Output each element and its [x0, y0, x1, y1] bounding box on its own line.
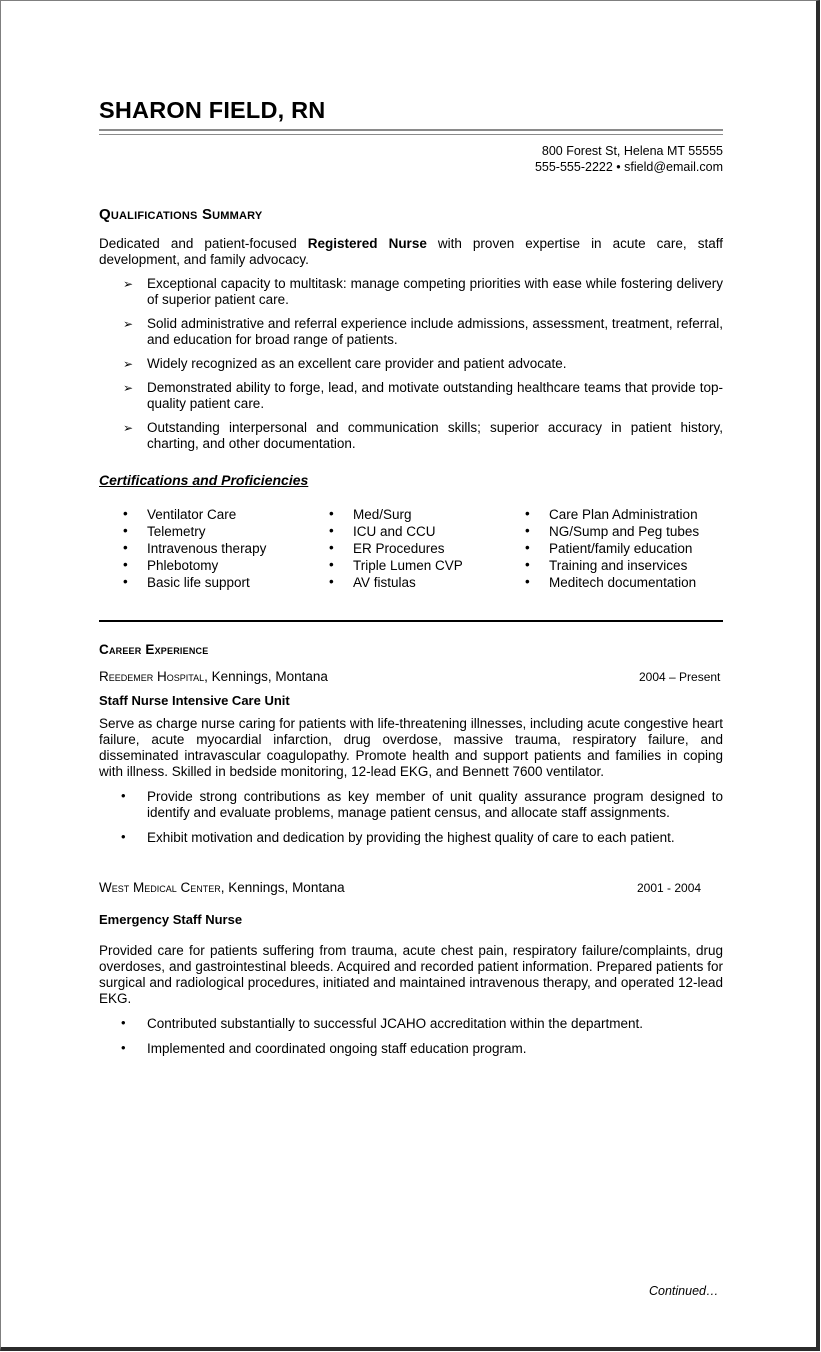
certification-text: Meditech documentation — [549, 575, 697, 590]
bullet-icon: • — [329, 506, 334, 521]
certifications-column-2 — [329, 506, 463, 591]
bullet-icon: • — [525, 557, 530, 572]
certifications-column-1 — [123, 506, 266, 591]
achievement-text: Implemented and coordinated ongoing staff education program. — [147, 1041, 527, 1056]
job-1-title-block — [99, 693, 723, 708]
certification-text: Intravenous therapy — [147, 541, 267, 556]
certification-text: Telemetry — [147, 524, 206, 539]
job-2-title-block — [99, 912, 723, 927]
certification-text: Care Plan Administration — [549, 507, 698, 522]
list-item — [123, 506, 266, 523]
list-item — [329, 523, 463, 540]
qualification-text: Solid administrative and referral experience include admissions, assessment, treatment, referral, and education for broad range of patients. — [147, 316, 723, 347]
qualification-text: Outstanding interpersonal and communication skills; superior accuracy in patient history, charting, and other documentation. — [147, 420, 723, 451]
list-item — [525, 540, 699, 557]
experience-section-title — [99, 642, 723, 657]
list-item — [525, 506, 699, 523]
bullet-icon: • — [525, 540, 530, 555]
bullet-icon: • — [329, 523, 334, 538]
bullet-icon: • — [525, 574, 530, 589]
intro-text: Dedicated and patient-focused — [99, 236, 308, 251]
header-divider — [99, 129, 723, 135]
job-2-dates: 2001 - 2004 — [637, 881, 702, 895]
bullet-icon: • — [121, 829, 126, 844]
job-2-title: Emergency Staff Nurse — [99, 912, 243, 927]
qualifications-intro — [99, 236, 723, 268]
list-item — [329, 540, 463, 557]
employer-name: Reedemer Hospital — [99, 669, 205, 684]
achievement-text: Provide strong contributions as key member of unit quality assurance program designed to identify and evaluate problems, manage patient census, and allocate staff assignments. — [147, 789, 723, 820]
bullet-icon: • — [121, 788, 126, 803]
certification-text: NG/Sump and Peg tubes — [549, 524, 700, 539]
list-item — [123, 557, 266, 574]
section-divider — [99, 620, 723, 622]
bullet-icon: • — [329, 574, 334, 589]
job-2-bullets — [99, 1016, 723, 1057]
list-item — [329, 506, 463, 523]
certifications-header — [99, 472, 723, 490]
certification-text: Phlebotomy — [147, 558, 219, 573]
bullet-icon: • — [121, 1040, 126, 1055]
bullet-icon: • — [123, 506, 128, 521]
list-item — [525, 523, 699, 540]
qualification-text: Exceptional capacity to multitask: manage competing priorities with ease while fostering delivery of superior patient care. — [147, 276, 723, 307]
list-item — [99, 830, 723, 846]
job-1-dates: 2004 – Present — [639, 670, 721, 684]
address: 800 Forest St, Helena MT 55555 — [541, 144, 723, 158]
list-item — [329, 574, 463, 591]
bullet-icon: • — [123, 557, 128, 572]
employer-location: , Kennings, Montana — [220, 880, 345, 895]
qualifications-list — [99, 276, 723, 452]
continued-note: Continued… — [649, 1284, 719, 1298]
arrow-bullet-icon: ➢ — [123, 357, 134, 371]
employer-name: West Medical Center — [99, 880, 221, 895]
job-2-employer — [99, 880, 345, 895]
phone-email-line — [535, 159, 723, 175]
arrow-bullet-icon: ➢ — [123, 277, 134, 291]
phone: 555-555-2222 — [534, 160, 613, 174]
job-2-employer-line — [99, 879, 723, 897]
list-item — [99, 1041, 723, 1057]
list-item — [99, 380, 723, 412]
list-item — [525, 574, 699, 591]
list-item — [99, 276, 723, 308]
certification-text: Triple Lumen CVP — [353, 558, 463, 573]
job-1-title: Staff Nurse Intensive Care Unit — [99, 693, 290, 708]
job-1-employer — [99, 669, 328, 684]
certification-text: ER Procedures — [353, 541, 445, 556]
bullet-icon: • — [123, 540, 128, 555]
bullet-icon: • — [525, 523, 530, 538]
list-item — [329, 557, 463, 574]
certification-text: ICU and CCU — [353, 524, 436, 539]
bullet-icon: • — [121, 1015, 126, 1030]
list-item — [99, 420, 723, 452]
job-1-description: Serve as charge nurse caring for patients with life-threatening illnesses, including acute congestive heart failure, acute myocardial infarction, drug overdose, massive trauma, respiratory failure, and disseminated intravascular coagulopathy. Promote health and support patients and families in coping with illness. Skilled in bedside monitoring, 12-lead EKG, and Bennett 7600 ventilator. — [99, 716, 723, 779]
bullet-icon: • — [329, 557, 334, 572]
intro-text-end: with proven expertise in acute care, staff development, and family advocacy. — [99, 236, 723, 267]
qualification-text: Widely recognized as an excellent care provider and patient advocate. — [147, 356, 567, 371]
certification-text: Med/Surg — [353, 507, 412, 522]
achievement-text: Exhibit motivation and dedication by providing the highest quality of care to each patient. — [147, 830, 675, 845]
certification-text: Patient/family education — [549, 541, 693, 556]
list-item — [99, 316, 723, 348]
arrow-bullet-icon: ➢ — [123, 317, 134, 331]
email: sfield@email.com — [624, 160, 723, 174]
list-item — [123, 540, 266, 557]
qualifications-section — [99, 206, 723, 452]
list-item — [123, 574, 266, 591]
arrow-bullet-icon: ➢ — [123, 381, 134, 395]
contact-block — [535, 143, 723, 175]
qualification-text: Demonstrated ability to forge, lead, and motivate outstanding healthcare teams that provide top-quality patient care. — [147, 380, 723, 411]
certifications-title: Certifications and Proficiencies — [99, 472, 309, 488]
job-1-employer-line — [99, 668, 723, 686]
bullet-icon: • — [123, 574, 128, 589]
qualifications-title: Qualifications Summary — [99, 206, 263, 223]
certification-text: Training and inservices — [549, 558, 688, 573]
certification-text: Ventilator Care — [147, 507, 237, 522]
bullet-icon: • — [329, 540, 334, 555]
list-item — [99, 356, 723, 372]
bullet-icon: • — [525, 506, 530, 521]
list-item — [99, 789, 723, 821]
certification-text: Basic life support — [147, 575, 250, 590]
list-item — [525, 557, 699, 574]
intro-bold-text: Registered Nurse — [307, 236, 427, 251]
list-item — [123, 523, 266, 540]
contact-separator: • — [616, 160, 621, 174]
candidate-name: SHARON FIELD, RN — [99, 97, 326, 123]
list-item — [99, 1016, 723, 1032]
experience-title: Career Experience — [99, 642, 209, 657]
job-1-body — [99, 716, 723, 846]
bullet-icon: • — [123, 523, 128, 538]
job-1-bullets — [99, 789, 723, 846]
certification-text: AV fistulas — [353, 575, 416, 590]
employer-location: , Kennings, Montana — [204, 669, 328, 684]
achievement-text: Contributed substantially to successful JCAHO accreditation within the department. — [147, 1016, 643, 1031]
certifications-column-3 — [525, 506, 699, 591]
job-2-body — [99, 943, 723, 1057]
arrow-bullet-icon: ➢ — [123, 421, 134, 435]
job-2-description: Provided care for patients suffering from trauma, acute chest pain, respiratory failure/complaints, drug overdoses, and gastrointestinal bleeds. Acquired and recorded patient information. Prepared patients for surgical and radiological procedures, initiated and maintained intravenous therapy, and operated 12-lead EKG. — [99, 943, 723, 1006]
